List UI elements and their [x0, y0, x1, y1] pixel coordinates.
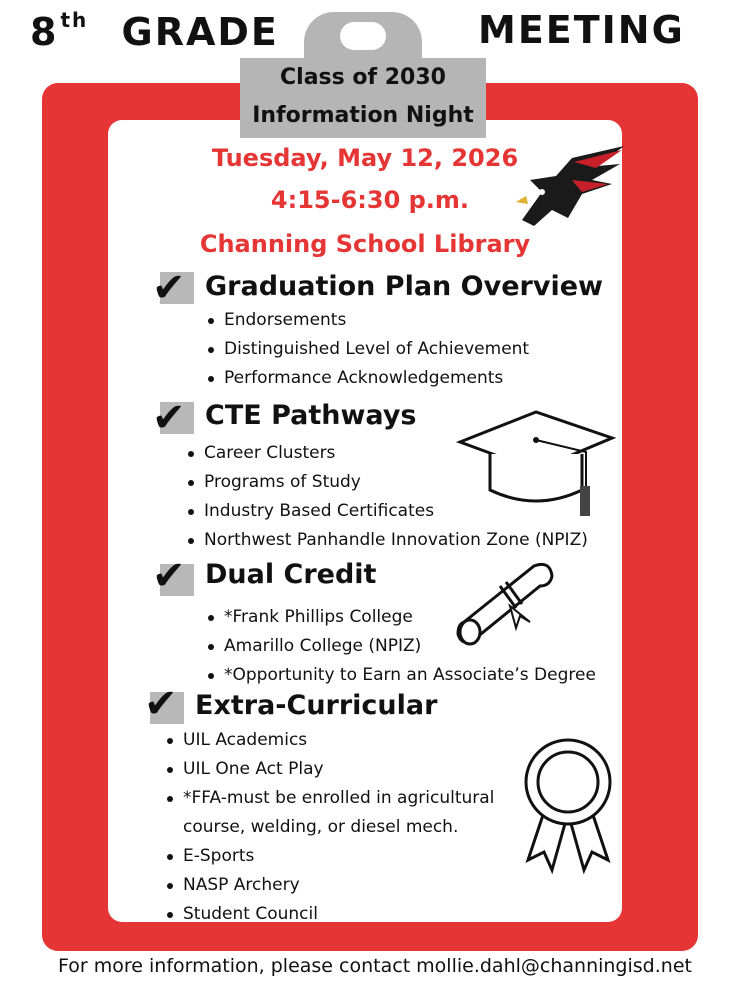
grade-number: 8	[30, 10, 59, 54]
list-item: *Opportunity to Earn an Associate’s Degree	[206, 661, 596, 690]
diploma-scroll-icon	[454, 556, 558, 650]
list-extra-curricular	[165, 726, 494, 929]
list-item: UIL Academics	[165, 726, 494, 755]
list-item: E-Sports	[165, 842, 494, 871]
footer-contact: For more information, please contact mollie.dahl@channingisd.net	[58, 955, 692, 977]
event-location: Channing School Library	[199, 230, 531, 258]
award-ribbon-icon	[518, 736, 618, 876]
list-item: Performance Acknowledgements	[206, 364, 529, 393]
list-item: Distinguished Level of Achievement	[206, 335, 529, 364]
list-item: Programs of Study	[186, 468, 588, 497]
headline-meeting: MEETING	[478, 8, 685, 52]
list-item: *FFA-must be enrolled in agricultural	[165, 784, 494, 813]
clipboard-clip-hole	[340, 22, 386, 50]
list-item: Amarillo College (NPIZ)	[206, 632, 596, 661]
event-time: 4:15-6:30 p.m.	[270, 186, 470, 214]
list-graduation-plan	[206, 306, 529, 393]
list-item: Industry Based Certificates	[186, 497, 588, 526]
grad-cap-icon	[456, 408, 616, 524]
section-title-dual-credit: Dual Credit	[205, 559, 377, 590]
section-title-graduation-plan: Graduation Plan Overview	[205, 271, 603, 302]
list-item: Endorsements	[206, 306, 529, 335]
list-item-continued: course, welding, or diesel mech.	[183, 817, 459, 837]
section-title-extra-curricular: Extra-Curricular	[195, 690, 438, 721]
list-item: Student Council	[165, 900, 494, 929]
list-item: *Frank Phillips College	[206, 603, 596, 632]
event-date: Tuesday, May 12, 2026	[211, 144, 519, 172]
clip-title-line-1: Class of 2030	[280, 65, 446, 90]
checkmark-icon: ✔	[152, 265, 186, 311]
list-item: Career Clusters	[186, 439, 588, 468]
section-title-cte-pathways: CTE Pathways	[205, 400, 417, 431]
clip-title-line-2: Information Night	[252, 103, 474, 128]
list-item: Northwest Panhandle Innovation Zone (NPIZ)	[186, 526, 588, 555]
checkmark-icon: ✔	[152, 395, 186, 441]
headline-grade	[30, 8, 279, 54]
grade-suffix: th	[60, 8, 89, 32]
list-item: UIL One Act Play	[165, 755, 494, 784]
checkmark-icon: ✔	[152, 553, 186, 599]
grade-word: GRADE	[121, 10, 279, 54]
list-item: NASP Archery	[165, 871, 494, 900]
checkmark-icon: ✔	[144, 681, 178, 727]
clip-title	[240, 58, 486, 134]
eagle-mascot-icon	[512, 140, 630, 232]
